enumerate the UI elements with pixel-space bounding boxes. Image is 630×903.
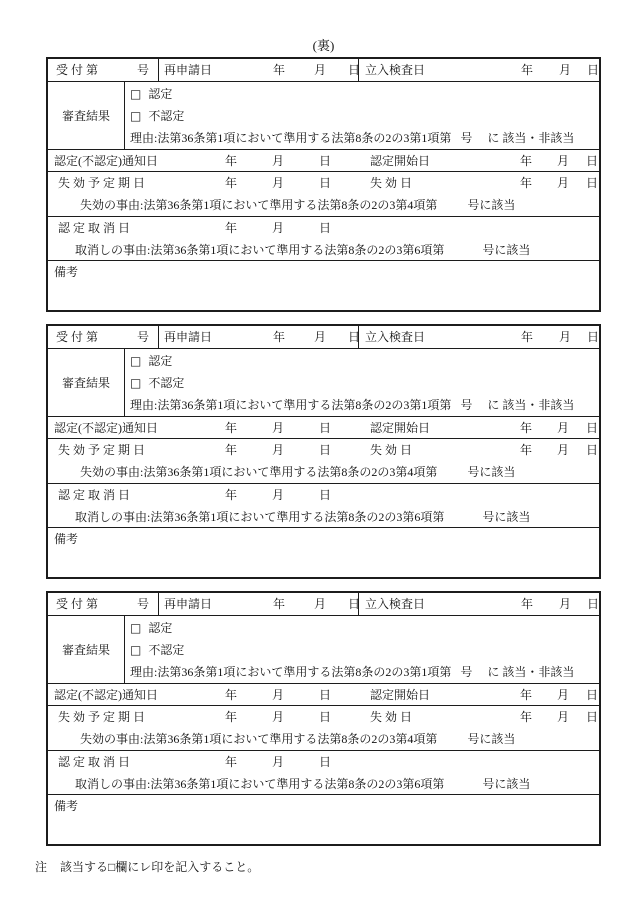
examination-label: 審査結果 xyxy=(61,643,110,657)
checkbox-certified[interactable]: □ xyxy=(130,87,142,101)
revocation-reason-text: 取消しの事由:法第36条第1項において準用する法第8条の2の3第6項第 xyxy=(75,777,445,791)
reason-text: 理由:法第36条第1項において準用する法第8条の2の3第1項第 xyxy=(130,665,452,679)
examination-label: 審査結果 xyxy=(61,376,110,390)
inspection-cell xyxy=(359,593,599,615)
revocation-date-line xyxy=(48,751,599,773)
revocation-date-label: 認 定 取 消 日 xyxy=(58,488,131,502)
expiry-reason-text: 失効の事由:法第36条第1項において準用する法第8条の2の3第4項第 xyxy=(80,732,438,746)
header-row xyxy=(48,593,599,615)
expiry-reason-text: 失効の事由:法第36条第1項において準用する法第8条の2の3第4項第 xyxy=(80,465,438,479)
option-not-certified-row xyxy=(130,639,594,661)
day-label: 日 xyxy=(319,221,332,235)
year-label: 年 xyxy=(225,154,238,168)
day-label: 日 xyxy=(348,63,361,77)
reapplication-cell xyxy=(159,326,359,348)
day-label: 日 xyxy=(586,154,599,168)
day-label: 日 xyxy=(586,421,599,435)
checkbox-certified[interactable]: □ xyxy=(130,621,142,635)
year-label: 年 xyxy=(225,688,238,702)
revocation-reason-line xyxy=(48,239,599,262)
expiry-date-label: 失 効 日 xyxy=(370,176,413,190)
option-certified-label: 認定 xyxy=(148,354,173,368)
year-label: 年 xyxy=(225,488,238,502)
month-label: 月 xyxy=(557,154,570,168)
record-block xyxy=(46,324,601,579)
year-label: 年 xyxy=(273,63,286,77)
notice-date-label: 認定(不認定)通知日 xyxy=(54,154,158,168)
expiry-reason-suffix: 号に該当 xyxy=(467,465,516,479)
revocation-reason-text: 取消しの事由:法第36条第1項において準用する法第8条の2の3第6項第 xyxy=(75,510,445,524)
examination-header-cell xyxy=(48,82,125,149)
expiry-scheduled-label: 失 効 予 定 期 日 xyxy=(58,176,146,190)
examination-content-cell xyxy=(125,349,599,416)
day-label: 日 xyxy=(348,330,361,344)
revocation-date-label: 認 定 取 消 日 xyxy=(58,755,131,769)
expiry-reason-line xyxy=(48,461,599,484)
month-label: 月 xyxy=(272,688,285,702)
reason-row xyxy=(130,661,594,683)
reception-cell xyxy=(48,326,159,348)
year-label: 年 xyxy=(520,710,533,724)
remarks-label: 備考 xyxy=(54,532,79,546)
footnote-text: 該当する□欄にレ印を記入すること。 xyxy=(60,860,260,874)
examination-header-cell xyxy=(48,616,125,683)
reception-number-suffix: 号 xyxy=(136,597,149,611)
expiry-date-label: 失 効 日 xyxy=(370,443,413,457)
notice-start-row xyxy=(48,149,599,171)
expiry-row xyxy=(48,438,599,483)
year-label: 年 xyxy=(273,597,286,611)
year-label: 年 xyxy=(520,443,533,457)
reason-applicability: に 該当・非該当 xyxy=(487,665,575,679)
day-label: 日 xyxy=(587,597,600,611)
year-label: 年 xyxy=(521,63,534,77)
revocation-reason-line xyxy=(48,773,599,796)
examination-header-cell xyxy=(48,349,125,416)
day-label: 日 xyxy=(586,688,599,702)
day-label: 日 xyxy=(319,488,332,502)
expiry-reason-suffix: 号に該当 xyxy=(467,198,516,212)
reapplication-cell xyxy=(159,59,359,81)
page-side-label: (裏) xyxy=(312,38,335,53)
record-blocks-container xyxy=(0,57,630,846)
expiry-row xyxy=(48,171,599,216)
month-label: 月 xyxy=(557,176,570,190)
year-label: 年 xyxy=(225,221,238,235)
reapplication-label: 再申請日 xyxy=(164,330,213,344)
revocation-reason-suffix: 号に該当 xyxy=(482,777,531,791)
month-label: 月 xyxy=(272,176,285,190)
month-label: 月 xyxy=(314,63,327,77)
month-label: 月 xyxy=(557,710,570,724)
reason-row xyxy=(130,127,594,149)
option-certified-row xyxy=(130,83,594,105)
remarks-label: 備考 xyxy=(54,265,79,279)
inspection-label: 立入検査日 xyxy=(365,63,426,77)
remarks-row xyxy=(48,260,599,310)
month-label: 月 xyxy=(272,421,285,435)
day-label: 日 xyxy=(586,710,599,724)
examination-label: 審査結果 xyxy=(61,109,110,123)
remarks-row xyxy=(48,527,599,577)
reason-applicability: に 該当・非該当 xyxy=(487,398,575,412)
examination-row xyxy=(48,615,599,683)
day-label: 日 xyxy=(587,63,600,77)
record-block xyxy=(46,57,601,312)
examination-content-cell xyxy=(125,82,599,149)
month-label: 月 xyxy=(557,688,570,702)
day-label: 日 xyxy=(319,710,332,724)
expiry-dates-line xyxy=(48,706,599,728)
reason-number-suffix: 号 xyxy=(460,398,473,412)
month-label: 月 xyxy=(272,221,285,235)
year-label: 年 xyxy=(225,421,238,435)
reason-applicability: に 該当・非該当 xyxy=(487,131,575,145)
day-label: 日 xyxy=(319,176,332,190)
reception-number-suffix: 号 xyxy=(136,330,149,344)
revocation-date-line xyxy=(48,217,599,239)
reapplication-label: 再申請日 xyxy=(164,63,213,77)
start-date-label: 認定開始日 xyxy=(370,688,431,702)
record-block xyxy=(46,591,601,846)
year-label: 年 xyxy=(520,154,533,168)
day-label: 日 xyxy=(319,154,332,168)
reception-cell xyxy=(48,59,159,81)
month-label: 月 xyxy=(559,330,572,344)
expiry-reason-suffix: 号に該当 xyxy=(467,732,516,746)
revocation-row xyxy=(48,483,599,527)
month-label: 月 xyxy=(314,597,327,611)
option-not-certified-row xyxy=(130,372,594,394)
month-label: 月 xyxy=(272,154,285,168)
notice-start-row xyxy=(48,683,599,705)
header-row xyxy=(48,59,599,81)
day-label: 日 xyxy=(319,755,332,769)
revocation-reason-suffix: 号に該当 xyxy=(482,243,531,257)
expiry-reason-line xyxy=(48,194,599,217)
day-label: 日 xyxy=(586,176,599,190)
day-label: 日 xyxy=(319,421,332,435)
option-certified-label: 認定 xyxy=(148,621,173,635)
inspection-cell xyxy=(359,59,599,81)
reception-cell xyxy=(48,593,159,615)
year-label: 年 xyxy=(225,176,238,190)
option-not-certified-label: 不認定 xyxy=(148,643,185,657)
examination-row xyxy=(48,348,599,416)
month-label: 月 xyxy=(272,488,285,502)
examination-row xyxy=(48,81,599,149)
expiry-scheduled-label: 失 効 予 定 期 日 xyxy=(58,443,146,457)
year-label: 年 xyxy=(225,755,238,769)
start-date-label: 認定開始日 xyxy=(370,421,431,435)
reception-label: 受 付 第 xyxy=(56,63,99,77)
reception-number-suffix: 号 xyxy=(136,63,149,77)
reason-text: 理由:法第36条第1項において準用する法第8条の2の3第1項第 xyxy=(130,398,452,412)
expiry-dates-line xyxy=(48,172,599,194)
reason-number-suffix: 号 xyxy=(460,131,473,145)
revocation-reason-suffix: 号に該当 xyxy=(482,510,531,524)
header-row xyxy=(48,326,599,348)
month-label: 月 xyxy=(272,710,285,724)
year-label: 年 xyxy=(273,330,286,344)
option-not-certified-row xyxy=(130,105,594,127)
month-label: 月 xyxy=(272,755,285,769)
inspection-cell xyxy=(359,326,599,348)
year-label: 年 xyxy=(521,597,534,611)
year-label: 年 xyxy=(520,688,533,702)
revocation-reason-text: 取消しの事由:法第36条第1項において準用する法第8条の2の3第6項第 xyxy=(75,243,445,257)
month-label: 月 xyxy=(559,63,572,77)
revocation-row xyxy=(48,216,599,260)
option-certified-row xyxy=(130,350,594,372)
revocation-reason-line xyxy=(48,506,599,529)
start-date-label: 認定開始日 xyxy=(370,154,431,168)
inspection-label: 立入検査日 xyxy=(365,330,426,344)
reapplication-cell xyxy=(159,593,359,615)
option-certified-label: 認定 xyxy=(148,87,173,101)
month-label: 月 xyxy=(559,597,572,611)
year-label: 年 xyxy=(520,176,533,190)
notice-start-row xyxy=(48,416,599,438)
revocation-row xyxy=(48,750,599,794)
reason-row xyxy=(130,394,594,416)
year-label: 年 xyxy=(225,443,238,457)
checkbox-not-certified[interactable]: □ xyxy=(130,109,142,123)
expiry-reason-line xyxy=(48,728,599,751)
expiry-date-label: 失 効 日 xyxy=(370,710,413,724)
checkbox-not-certified[interactable]: □ xyxy=(130,643,142,657)
examination-content-cell xyxy=(125,616,599,683)
year-label: 年 xyxy=(520,421,533,435)
reason-number-suffix: 号 xyxy=(460,665,473,679)
reception-label: 受 付 第 xyxy=(56,597,99,611)
day-label: 日 xyxy=(586,443,599,457)
expiry-scheduled-label: 失 効 予 定 期 日 xyxy=(58,710,146,724)
month-label: 月 xyxy=(557,443,570,457)
footnote-marker: 注 xyxy=(35,860,48,874)
option-not-certified-label: 不認定 xyxy=(148,109,185,123)
expiry-reason-text: 失効の事由:法第36条第1項において準用する法第8条の2の3第4項第 xyxy=(80,198,438,212)
checkbox-not-certified[interactable]: □ xyxy=(130,376,142,390)
remarks-label: 備考 xyxy=(54,799,79,813)
day-label: 日 xyxy=(348,597,361,611)
expiry-dates-line xyxy=(48,439,599,461)
checkbox-certified[interactable]: □ xyxy=(130,354,142,368)
inspection-label: 立入検査日 xyxy=(365,597,426,611)
day-label: 日 xyxy=(319,443,332,457)
option-not-certified-label: 不認定 xyxy=(148,376,185,390)
reason-text: 理由:法第36条第1項において準用する法第8条の2の3第1項第 xyxy=(130,131,452,145)
year-label: 年 xyxy=(521,330,534,344)
option-certified-row xyxy=(130,617,594,639)
month-label: 月 xyxy=(272,443,285,457)
reapplication-label: 再申請日 xyxy=(164,597,213,611)
month-label: 月 xyxy=(557,421,570,435)
day-label: 日 xyxy=(587,330,600,344)
revocation-date-line xyxy=(48,484,599,506)
remarks-row xyxy=(48,794,599,844)
footnote xyxy=(35,859,630,875)
notice-date-label: 認定(不認定)通知日 xyxy=(54,421,158,435)
year-label: 年 xyxy=(225,710,238,724)
reception-label: 受 付 第 xyxy=(56,330,99,344)
revocation-date-label: 認 定 取 消 日 xyxy=(58,221,131,235)
notice-date-label: 認定(不認定)通知日 xyxy=(54,688,158,702)
expiry-row xyxy=(48,705,599,750)
day-label: 日 xyxy=(319,688,332,702)
month-label: 月 xyxy=(314,330,327,344)
